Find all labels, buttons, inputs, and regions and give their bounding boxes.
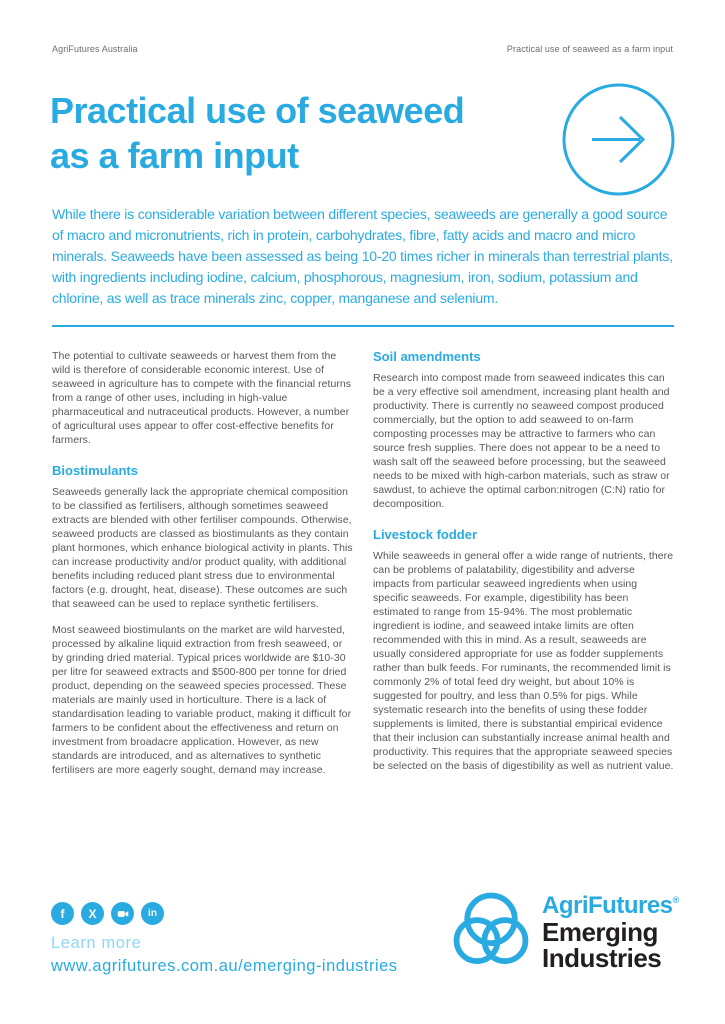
divider-rule: [52, 325, 674, 327]
footer-url-link[interactable]: www.agrifutures.com.au/emerging-industries: [51, 957, 398, 975]
left-column: [52, 349, 353, 789]
header-left-text: AgriFutures Australia: [52, 44, 138, 54]
body-paragraph: Research into compost made from seaweed indicates this can be a very effective soil amendment, increasing plant health and productivity. There is currently no seaweed compost produced commercially, but the option to add seaweed to on-farm composting processes may be attractive to farmers who can source fresh supplies. There does not appear to be a need to wash salt off the seaweed before processing, but the seaweed needs to be mixed with high-carbon materials, such as straw or sawdust, to achieve the optimal carbon:nitrogen (C:N) ratio for decomposition.: [373, 372, 670, 510]
right-column: [373, 349, 674, 789]
page-header: [52, 44, 673, 54]
page-title-line1: Practical use of seaweed: [50, 90, 465, 131]
agrifutures-logo-text: [542, 893, 679, 971]
video-camera-icon[interactable]: [111, 902, 134, 925]
social-icons-row: [51, 902, 164, 925]
page-title: [50, 88, 550, 178]
body-paragraph: The potential to cultivate seaweeds or harvest them from the wild is therefore of considerable economic interest. Use of seaweed in agriculture has to compete with the financial returns from a range of other uses, including in high-value pharmaceutical and nutraceutical products. However, a number of agricultural uses appear to offer cost-effective benefits for farmers.: [52, 350, 352, 446]
agrifutures-logo-mark-icon: [450, 888, 532, 976]
facebook-icon[interactable]: [51, 902, 74, 925]
logo-brand-name: AgriFutures®: [542, 892, 679, 919]
arrow-right-circle-icon: [562, 83, 675, 196]
x-glyph: X: [88, 906, 97, 921]
logo-line-emerging: Emerging: [542, 917, 658, 947]
intro-paragraph: While there is considerable variation between different species, seaweeds are generally a good source of macro and micronutrients, rich in protein, carbohydrates, fibre, fatty acids and macro and micro minerals. Seaweeds have been assessed as being 10-20 times richer in minerals than terrestrial plants, with ingredients including iodine, calcium, phosphorous, magnesium, iron, sodium, potassium and chlorine, as well as trace minerals zinc, copper, manganese and selenium.: [52, 206, 673, 306]
section-heading-soil-amendments: Soil amendments: [373, 349, 481, 364]
x-twitter-icon[interactable]: [81, 902, 104, 925]
page-title-line2: as a farm input: [50, 135, 299, 176]
linkedin-glyph: in: [148, 908, 157, 919]
logo-line-industries: Industries: [542, 943, 662, 973]
body-paragraph: While seaweeds in general offer a wide range of nutrients, there can be problems of palatability, digestibility and adverse impacts from particular seaweed ingredients when using specific seaweeds. For example, digestibility has been estimated to range from 15-94%. The most problematic ingredient is iodine, and seaweed intake limits are often recommended with this in mind. As a result, seaweeds are usually considered appropriate for use as fodder supplements rather than bulk feeds. For ruminants, the recommended limit is commonly 2% of total feed dry weight, but about 10% is suggested for poultry, and less than 0.5% for pigs. While systematic research into the benefits of using these fodder supplements is limited, there is substantial empirical evidence that their inclusion can substantially increase animal health and productivity. This requires that the appropriate seaweed species be selected on the basis of digestibility as well as nutrient value.: [373, 550, 674, 772]
registered-mark: ®: [672, 895, 679, 905]
body-columns: [52, 349, 674, 789]
agrifutures-logo: [450, 888, 679, 976]
body-paragraph: Most seaweed biostimulants on the market are wild harvested, processed by alkaline liquid extraction from fresh seaweed, or by grinding dried material. Typical prices worldwide are $10-30 per litre for seaweed extracts and $500-800 per tonne for dried product, depending on the seaweed species processed. These materials are mainly used in horticulture. There is a lack of standardisation leading to variable product, making it difficult for farmers to be confident about the effectiveness and return on investment from broadacre application. However, as new standards are introduced, and as alternatives to synthetic fertilisers are more eagerly sought, demand may increase.: [52, 624, 352, 776]
section-heading-biostimulants: Biostimulants: [52, 463, 138, 478]
section-heading-livestock-fodder: Livestock fodder: [373, 527, 478, 542]
header-right-text: Practical use of seaweed as a farm input: [506, 44, 673, 54]
facebook-glyph: f: [60, 906, 65, 921]
body-paragraph: Seaweeds generally lack the appropriate chemical composition to be classified as fertilisers, although sometimes seaweed extracts are blended with other fertiliser compounds. Otherwise, seaweed products are classed as biostimulants as they contain plant hormones, which enhance biological activity in plants. This can increase productivity and/or product quality, with additional benefits including reduced plant stress due to environmental factors (e.g. drought, heat, disease). These outcomes are such that seaweed can be used to replace synthetic fertilisers.: [52, 486, 353, 610]
learn-more-label: Learn more: [51, 934, 142, 952]
linkedin-icon[interactable]: [141, 902, 164, 925]
